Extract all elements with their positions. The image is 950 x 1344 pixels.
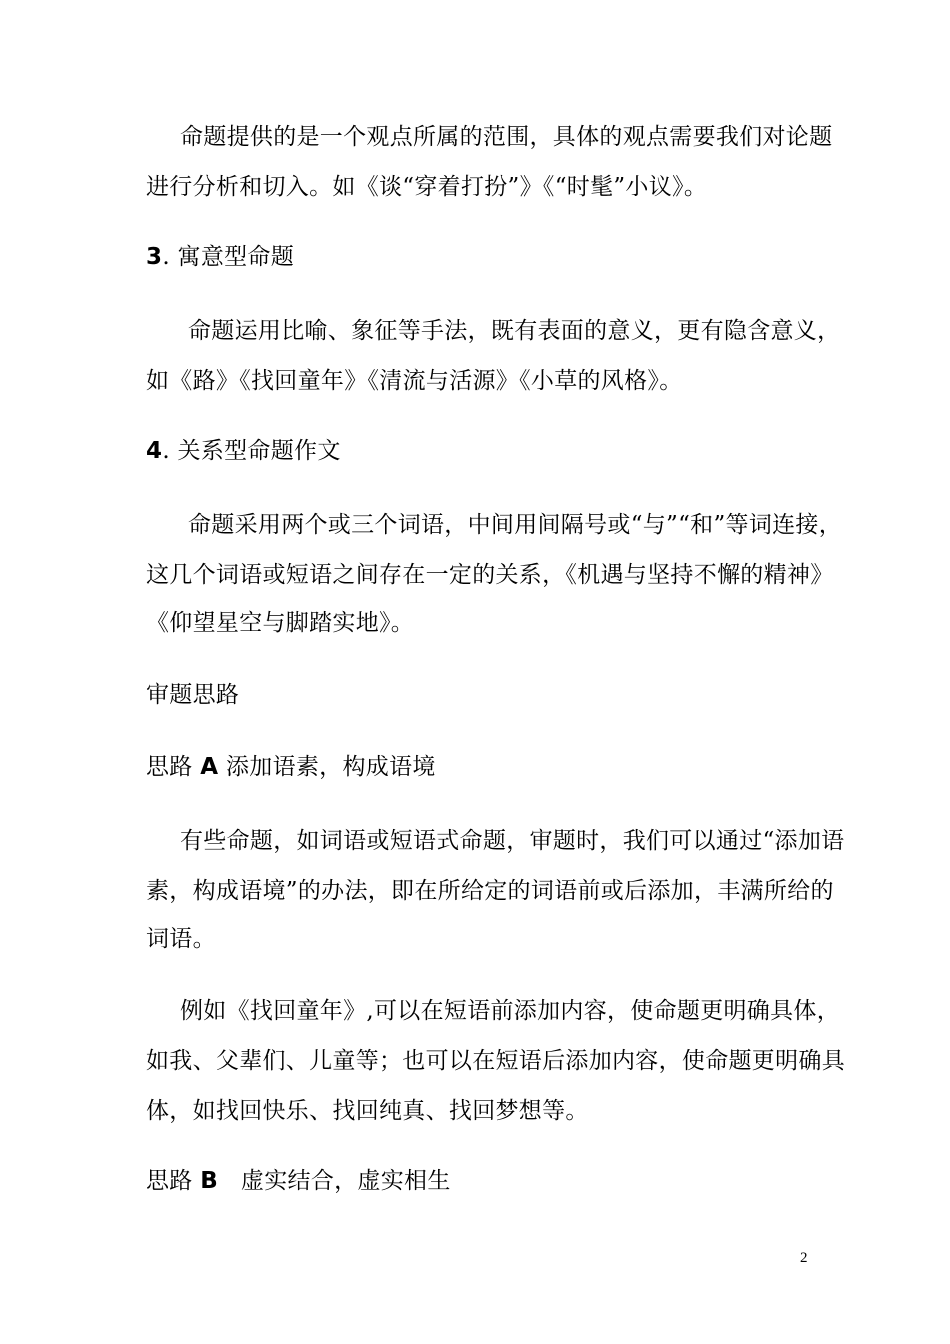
paragraph-4-line-3: 词语。: [146, 926, 216, 952]
idea-b-letter: B: [200, 1168, 219, 1194]
heading-3-number: 3: [146, 244, 163, 270]
idea-a-letter: A: [200, 754, 219, 780]
heading-4-number: 4: [146, 438, 163, 464]
section-title: 审题思路: [146, 682, 240, 708]
idea-b-text: 虚实结合，虚实相生: [240, 1168, 451, 1194]
paragraph-3-line-1: 命题采用两个或三个词语，中间用间隔号或“与”“和”等词连接，: [188, 512, 843, 538]
page-number: 2: [800, 1250, 808, 1266]
paragraph-5-line-1: 例如《找回童年》,可以在短语前添加内容，使命题更明确具体，: [180, 998, 841, 1024]
idea-b-prefix: 思路: [146, 1168, 193, 1194]
heading-4-text: . 关系型命题作文: [162, 438, 341, 464]
paragraph-4-line-2: 素，构成语境”的办法，即在所给定的词语前或后添加，丰满所给的: [146, 878, 834, 904]
paragraph-5-line-2: 如我、父辈们、儿童等；也可以在短语后添加内容，使命题更明确具: [146, 1048, 845, 1074]
paragraph-2-line-2: 如《路》《找回童年》《清流与活源》《小草的风格》。: [146, 368, 683, 394]
paragraph-3-line-2: 这几个词语或短语之间存在一定的关系，《机遇与坚持不懈的精神》: [146, 562, 834, 588]
paragraph-1-line-1: 命题提供的是一个观点所属的范围，具体的观点需要我们对论题: [180, 124, 833, 150]
idea-b-heading: [146, 1166, 451, 1196]
paragraph-4-line-1: 有些命题，如词语或短语式命题，审题时，我们可以通过“添加语: [180, 828, 845, 854]
idea-a-heading: [146, 752, 436, 782]
idea-a-prefix: 思路: [146, 754, 193, 780]
paragraph-5-line-3: 体，如找回快乐、找回纯真、找回梦想等。: [146, 1098, 589, 1124]
paragraph-3-line-3: 《仰望星空与脚踏实地》。: [146, 610, 415, 636]
heading-4: [146, 436, 341, 466]
paragraph-1-line-2: 进行分析和切入。如《谈“穿着打扮”》《“时髦”小议》。: [146, 174, 708, 200]
paragraph-2-line-1: 命题运用比喻、象征等手法，既有表面的意义，更有隐含意义，: [188, 318, 841, 344]
idea-a-text: 添加语素，构成语境: [225, 754, 436, 780]
heading-3: [146, 242, 294, 272]
heading-3-text: . 寓意型命题: [162, 244, 295, 270]
